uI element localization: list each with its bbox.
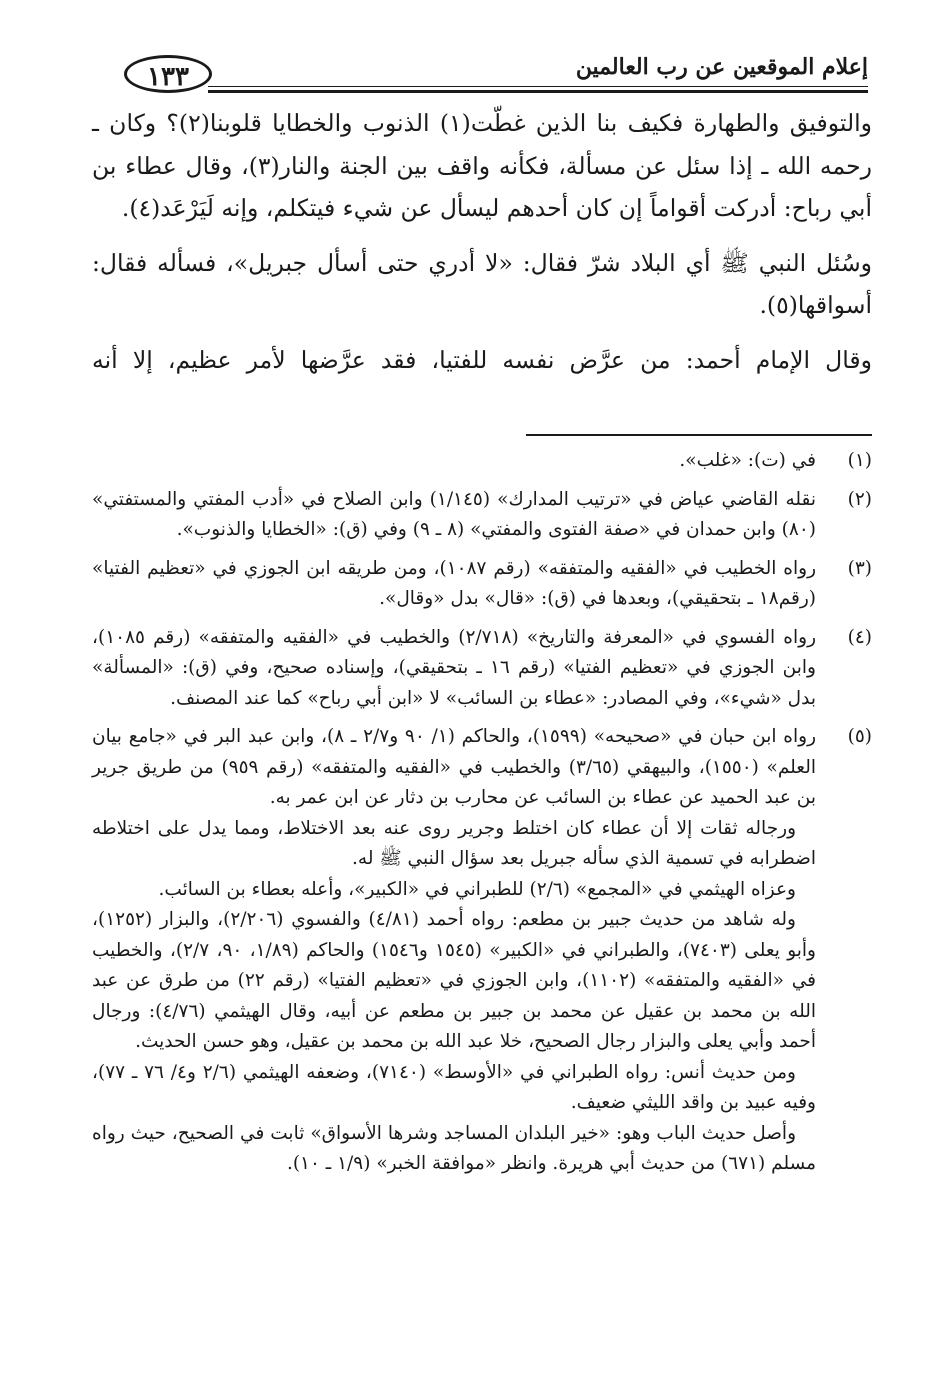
footnote-paragraph: وعزاه الهيثمي في «المجمع» (٢/٦) للطبراني في «الكبير»، وأعله بعطاء بن السائب. bbox=[158, 878, 796, 900]
footnote-text bbox=[92, 554, 816, 615]
footnote-number: (١) bbox=[847, 450, 872, 471]
footnote-number: (٣) bbox=[847, 557, 872, 579]
footnote-number: (٢) bbox=[847, 488, 872, 510]
footnote-text bbox=[92, 485, 816, 546]
footnote-paragraph: نقله القاضي عياض في «ترتيب المدارك» (١/١٤٥) وابن الصلاح في «أدب المفتي والمستفتي» (٨٠) وابن حمدان في «صفة الفتوى والمفتي» (٨ ـ ٩) وفي (ق): «الخطايا والذنوب». bbox=[92, 488, 816, 540]
footnote-text bbox=[92, 722, 816, 1180]
page-header bbox=[96, 48, 868, 94]
footnote-paragraph: رواه الخطيب في «الفقيه والمتفقه» (رقم ١٠٨٧)، ومن طريقه ابن الجوزي في «تعظيم الفتيا» (رقم١٨ ـ بتحقيقي)، وبعدها في (ق): «قال» بدل «وقال». bbox=[92, 557, 817, 609]
footnote-4 bbox=[92, 623, 872, 715]
header-rule-thick bbox=[208, 90, 868, 93]
footnote-5 bbox=[92, 722, 872, 1180]
footnote-paragraph: ومن حديث أنس: رواه الطبراني في «الأوسط» (٧١٤٠)، وضعفه الهيثمي (٢/٦ و٤/ ٧٦ ـ ٧٧)، وفيه عبيد بن واقد الليثي ضعيف. bbox=[92, 1061, 816, 1113]
footnote-paragraph: وأصل حديث الباب وهو: «خير البلدان المساجد وشرها الأسواق» ثابت في الصحيح، حيث رواه مسلم (٦٧١) من حديث أبي هريرة. وانظر «موافقة الخبر» (١/٩ ـ ١٠). bbox=[92, 1122, 816, 1174]
footnote-paragraph: في (ت): «غلب». bbox=[679, 450, 816, 471]
footnote-paragraph: رواه ابن حبان في «صحيحه» (١٥٩٩)، والحاكم (١/ ٩٠ و٢/٧ ـ ٨)، وابن عبد البر في «جامع بيان العلم» (١٥٥٠)، والبيهقي (٣/٦٥) والخطيب في «الفقيه والمتفقه» (رقم ٩٥٩) من طريق جرير بن عبد الحميد عن عطاء بن السائب عن محارب بن دثار عن ابن عمر به. bbox=[92, 726, 816, 808]
footnote-paragraph: ورجاله ثقات إلا أن عطاء كان اختلط وجرير روى عنه بعد الاختلاط، ومما يدل على اختلاطه اضطرابه في تسمية الذي سأله جبريل بعد سؤال النبي ﷺ له. bbox=[92, 817, 816, 869]
header-rule-thin bbox=[208, 86, 868, 87]
footnote-text bbox=[92, 623, 816, 715]
footnote-number: (٥) bbox=[847, 726, 872, 747]
main-paragraph: وقال الإمام أحمد: من عرَّض نفسه للفتيا، فقد عرَّضها لأمر عظيم، إلا أنه bbox=[92, 345, 872, 374]
footnote-1 bbox=[92, 446, 872, 477]
footnote-separator bbox=[526, 434, 872, 436]
footnotes bbox=[92, 446, 872, 1188]
footnote-paragraph: وله شاهد من حديث جبير بن مطعم: رواه أحمد (٤/٨١) والفسوي (٢/٢٠٦)، والبزار (١٢٥٢)، وأبو يعلى (٧٤٠٣)، والطبراني في «الكبير» (١٥٤٥ و١٥٤٦) والحاكم (١/٨٩، ٩٠، ٢/٧)، والخطيب في «الفقيه والمتفقه» (١١٠٢)، وابن الجوزي في «تعظيم الفتيا» (رقم ٢٢) من طرق عن عبد الله بن محمد بن عقيل عن محمد بن جبير بن مطعم عن أبيه، وقال الهيثمي (٤/٧٦): ورجال أحمد وأبي يعلى والبزار رجال الصحيح، خلا عبد الله بن محمد بن عقيل، وهو حسن الحديث. bbox=[92, 909, 816, 1052]
page-number: ١٣٣ bbox=[124, 55, 212, 93]
footnote-text bbox=[92, 446, 816, 477]
footnote-paragraph: رواه الفسوي في «المعرفة والتاريخ» (٢/٧١٨) والخطيب في «الفقيه والمتفقه» (رقم ١٠٨٥)، وابن الجوزي في «تعظيم الفتيا» (رقم ١٦ ـ بتحقيقي)، وإسناده صحيح، وفي (ق): «المسألة» بدل «شيء»، وفي المصادر: «عطاء بن السائب» لا «ابن أبي رباح» كما عند المصنف. bbox=[92, 626, 817, 709]
footnote-number: (٤) bbox=[847, 626, 872, 648]
footnote-2 bbox=[92, 485, 872, 546]
main-paragraph: وسُئل النبي ﷺ أي البلاد شرّ فقال: «لا أدري حتى أسأل جبريل»، فسأله فقال: أسواقها(٥). bbox=[92, 248, 872, 319]
book-title: إعلام الموقعين عن رب العالمين bbox=[575, 54, 868, 80]
main-text bbox=[92, 102, 872, 393]
footnote-3 bbox=[92, 554, 872, 615]
main-paragraph: والتوفيق والطهارة فكيف بنا الذين غطّت(١) الذنوب والخطايا قلوبنا(٢)؟ وكان ـ رحمه الله ـ إذا سئل عن مسألة، فكأنه واقف بين الجنة والنار(٣)، وقال عطاء بن أبي رباح: أدركت أقواماً إن كان أحدهم ليسأل عن شيء فيتكلم، وإنه لَيَرْعَد(٤). bbox=[92, 109, 872, 222]
